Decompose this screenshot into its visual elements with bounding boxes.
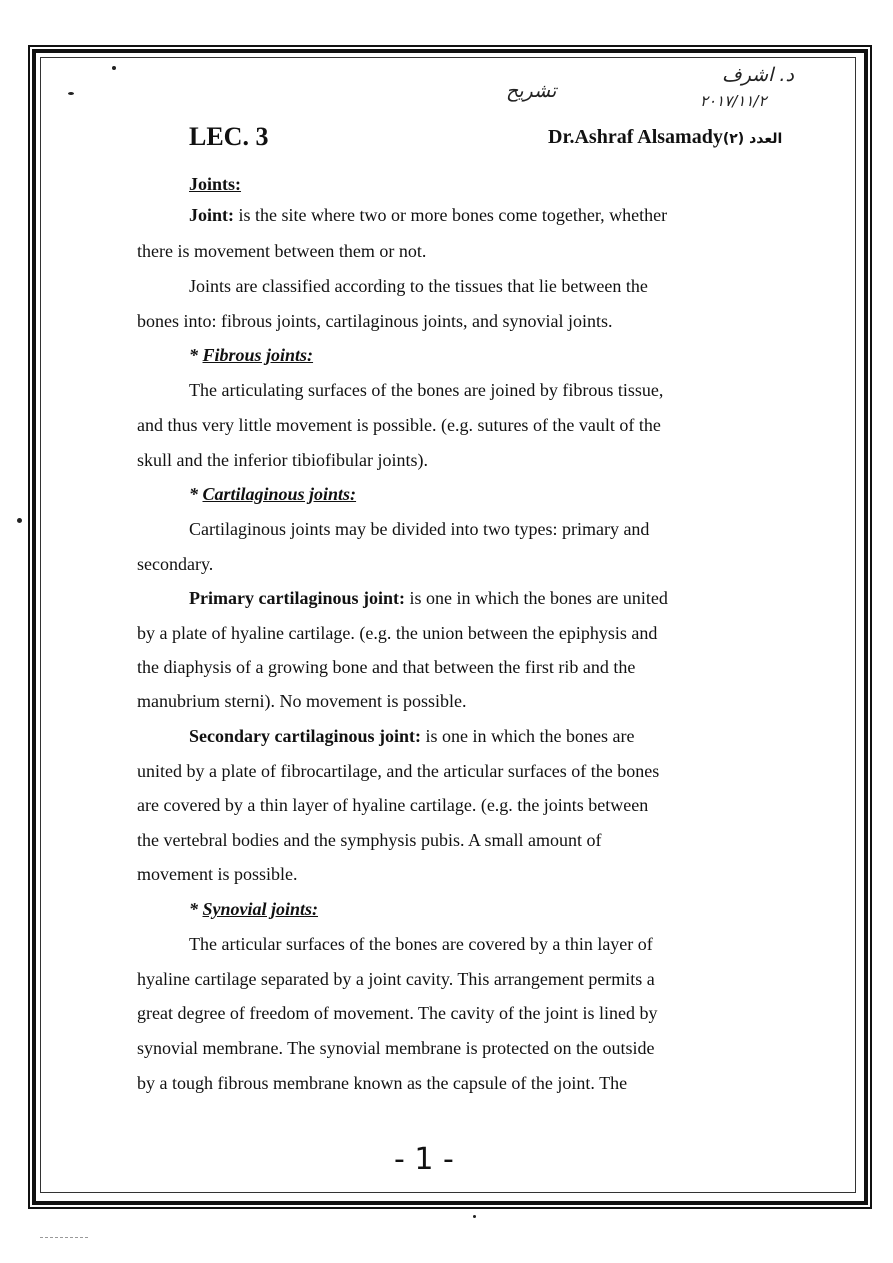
handwritten-date: ٢٠١٧/١١/٢	[700, 92, 767, 110]
text-line: the vertebral bodies and the symphysis pubis. A small amount of	[137, 830, 602, 850]
lecture-number: LEC. 3	[189, 122, 269, 151]
text-line: by a plate of hyaline cartilage. (e.g. the union between the epiphysis and	[137, 623, 658, 643]
term-joint: Joint:	[189, 205, 234, 225]
cartilaginous-joints-heading	[189, 482, 356, 506]
text-line: manubrium sterni). No movement is possible.	[137, 691, 467, 711]
text-line: movement is possible.	[137, 864, 298, 884]
text-line: skull and the inferior tibiofibular joints).	[137, 450, 428, 470]
text-line: there is movement between them or not.	[137, 241, 427, 261]
synovial-joints-heading	[189, 897, 318, 921]
text-line: are covered by a thin layer of hyaline cartilage. (e.g. the joints between	[137, 795, 649, 815]
subheading-text: Synovial joints:	[202, 899, 319, 919]
author-suffix: (٢) العدد	[722, 131, 783, 147]
author-name	[548, 126, 782, 149]
bullet-star: *	[189, 899, 203, 919]
subheading-text: Fibrous joints:	[202, 345, 314, 365]
text-line: by a tough fibrous membrane known as the capsule of the joint. The	[137, 1073, 628, 1093]
scan-speck	[473, 1215, 476, 1218]
scan-speck	[17, 518, 22, 523]
handwritten-author: د. اشرف	[722, 64, 794, 86]
scan-speck	[112, 66, 116, 70]
fibrous-joints-heading	[189, 343, 313, 367]
text-line: Cartilaginous joints may be divided into two types: primary and	[189, 519, 650, 539]
bullet-star: *	[189, 345, 203, 365]
text-line: great degree of freedom of movement. The cavity of the joint is lined by	[137, 1003, 658, 1023]
text-line: The articulating surfaces of the bones are joined by fibrous tissue,	[189, 380, 664, 400]
scan-noise-line	[40, 1237, 88, 1238]
text-line: united by a plate of fibrocartilage, and the articular surfaces of the bones	[137, 761, 660, 781]
term-primary: Primary cartilaginous joint:	[189, 588, 405, 608]
text-line: synovial membrane. The synovial membrane is protected on the outside	[137, 1038, 655, 1058]
text-line	[189, 203, 667, 227]
text-line: secondary.	[137, 554, 214, 574]
text-line	[189, 586, 668, 610]
term-secondary: Secondary cartilaginous joint:	[189, 726, 421, 746]
text-span: is one in which the bones are united	[404, 588, 668, 608]
joints-heading: Joints:	[189, 174, 242, 194]
text-line	[189, 724, 634, 748]
text-line: hyaline cartilage separated by a joint cavity. This arrangement permits a	[137, 969, 655, 989]
page-number: - 1 -	[394, 1142, 454, 1177]
author-name-text: Dr.Ashraf Alsamady	[548, 126, 723, 148]
text-line: Joints are classified according to the tissues that lie between the	[189, 276, 648, 296]
text-line: bones into: fibrous joints, cartilaginous joints, and synovial joints.	[137, 311, 613, 331]
text-line: and thus very little movement is possible. (e.g. sutures of the vault of the	[137, 415, 661, 435]
handwritten-topic: تشريح	[506, 80, 557, 102]
text-span: is one in which the bones are	[421, 726, 635, 746]
subheading-text: Cartilaginous joints:	[202, 484, 357, 504]
bullet-star: *	[189, 484, 203, 504]
text-line: The articular surfaces of the bones are covered by a thin layer of	[189, 934, 653, 954]
text-line: the diaphysis of a growing bone and that between the first rib and the	[137, 657, 636, 677]
scan-speck	[68, 92, 74, 95]
text-span: is the site where two or more bones come together, whether	[234, 205, 668, 225]
